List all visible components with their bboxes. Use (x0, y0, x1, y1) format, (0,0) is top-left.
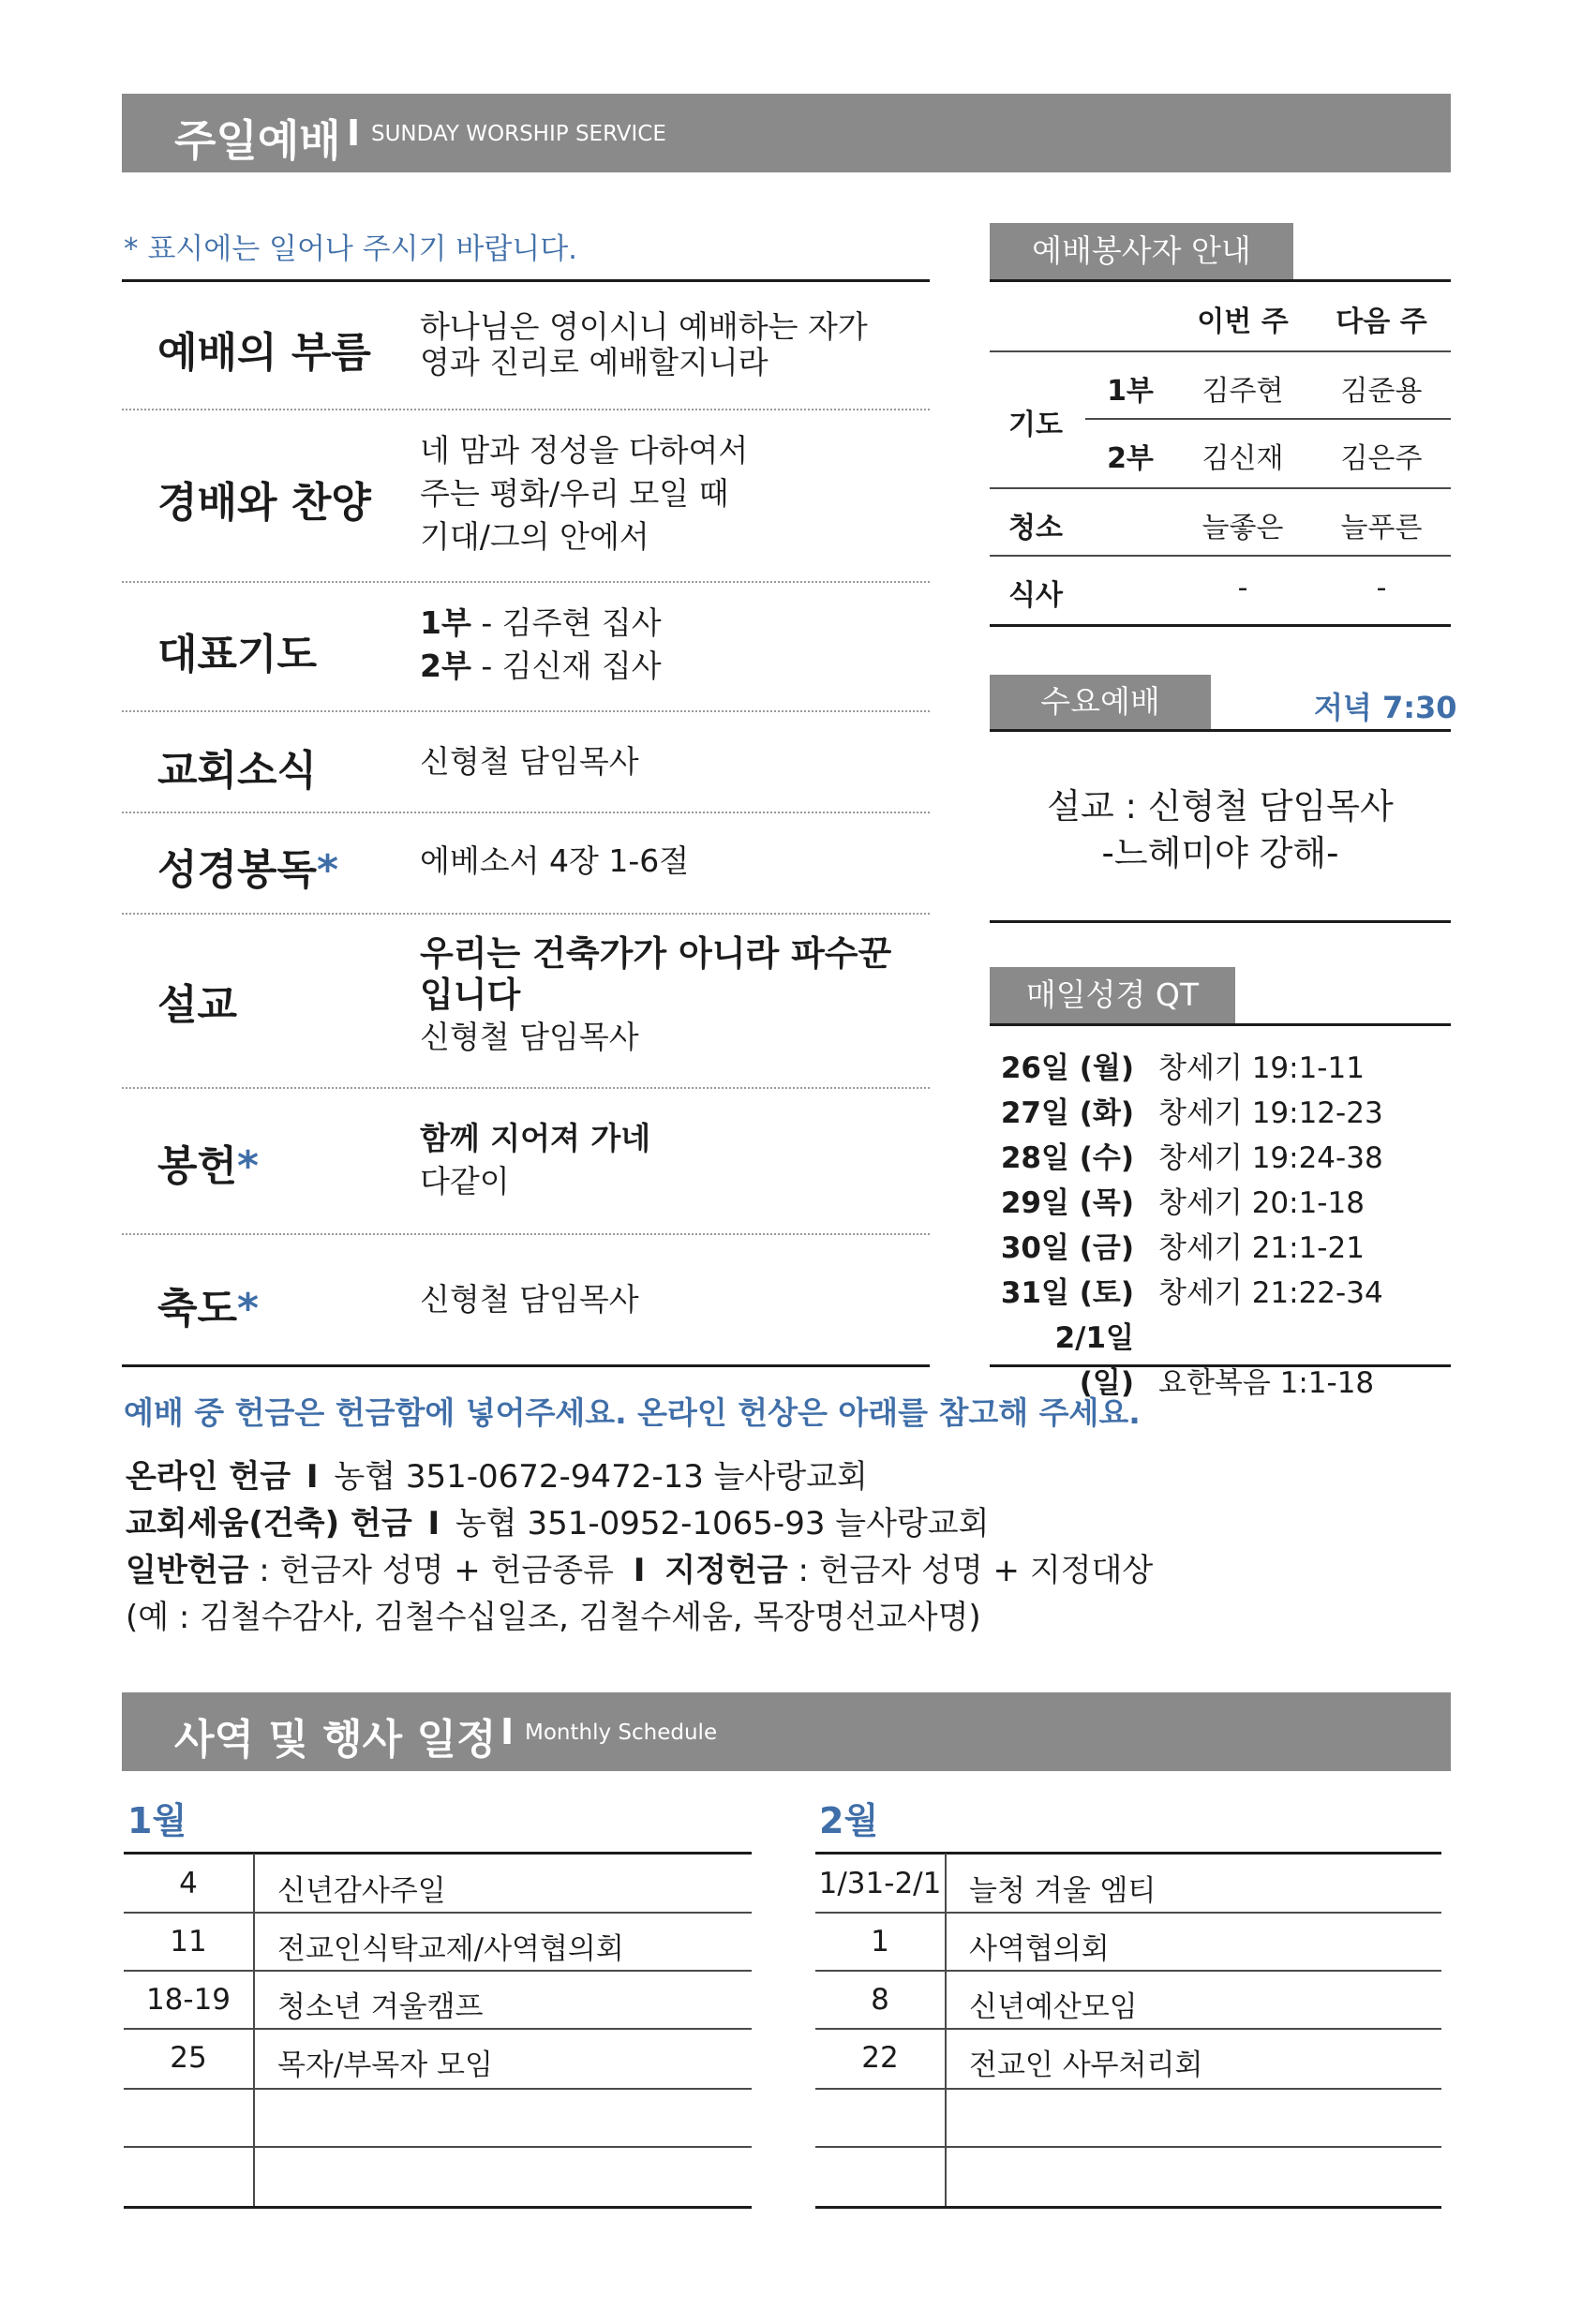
title-text: 축도 (157, 1285, 238, 1333)
desc-line: 신형철 담임목사 (420, 1019, 639, 1055)
jan-date: 18-19 (145, 1983, 231, 2017)
desc-line: 다같이 (420, 1163, 510, 1199)
building-offering-label: 교회세움(건축) 헌금 (126, 1505, 412, 1542)
servants-rule (990, 487, 1451, 489)
prayer-label: 기도 (1008, 409, 1063, 441)
stand-note: * 표시에는 일어나 주시기 바랍니다. (124, 232, 578, 266)
general-offering-label: 일반헌금 (126, 1552, 249, 1589)
feb-bottom-rule (815, 2206, 1441, 2209)
prayer-part: 1부 (420, 604, 471, 641)
worship-item-desc (420, 602, 662, 688)
schedule-header-subtitle: Monthly Schedule (525, 1721, 718, 1745)
jan-event: 목자/부목자 모임 (277, 2048, 493, 2082)
feb-title: 2월 (819, 1800, 879, 1841)
worship-item-desc (420, 740, 639, 783)
qt-top-rule (990, 1023, 1451, 1026)
worship-item-title (157, 1274, 259, 1334)
cleaning-next: 늘푸른 (1340, 512, 1423, 544)
worship-header-separator: I (347, 112, 361, 154)
prayer-next-2: 김은주 (1340, 442, 1423, 475)
qt-verse: 요한복음 1:1-18 (1158, 1366, 1375, 1400)
desc-line (420, 645, 662, 688)
worship-item-title: 교회소식 (157, 747, 318, 795)
worship-divider (122, 581, 930, 583)
feb-row-rule (815, 2146, 1441, 2148)
qt-day: 30일 (금) (1000, 1231, 1134, 1265)
worship-top-rule (122, 279, 930, 282)
desc-line: 영과 진리로 예배할지니라 (420, 344, 769, 380)
title-text: 봉헌 (157, 1142, 238, 1190)
desc-line: 에베소서 4장 1-6절 (420, 842, 690, 879)
worship-item-desc (420, 305, 868, 384)
jan-row-rule (124, 2146, 752, 2148)
desc-line: 네 맘과 정성을 다하여서 (420, 432, 749, 469)
building-offering-account: 농협 351-0952-1065-93 늘사랑교회 (455, 1505, 990, 1542)
qt-row (993, 1271, 1383, 1316)
worship-item-title (157, 1132, 259, 1192)
desc-line: 신형철 담임목사 (420, 1281, 639, 1318)
worship-divider (122, 1087, 930, 1089)
jan-column-divider (253, 1854, 255, 2206)
jan-event: 신년감사주일 (277, 1874, 446, 1908)
col-this-week: 이번 주 (1197, 305, 1289, 338)
worship-item-desc (420, 1117, 650, 1203)
prayer-name: - 김주현 집사 (470, 604, 662, 641)
jan-row-rule (124, 2088, 752, 2090)
qt-day: 26일 (월) (1000, 1051, 1134, 1085)
feb-row-rule (815, 2088, 1441, 2090)
wednesday-label: 수요예배 (990, 675, 1211, 729)
designated-offering-label: 지정헌금 (664, 1552, 788, 1589)
feb-date: 22 (861, 2041, 899, 2075)
worship-item-title: 경배와 찬양 (157, 479, 371, 527)
title-text: 성경봉독 (157, 846, 318, 894)
wednesday-series: -느헤미야 강해- (1101, 833, 1339, 873)
stand-star: * (317, 846, 339, 894)
sermon-title-line: 입니다 (420, 975, 521, 1015)
cleaning-this: 늘좋은 (1201, 512, 1284, 544)
qt-day: 2/1일 (일) (1054, 1321, 1134, 1400)
worship-item-desc (420, 1278, 639, 1321)
worship-divider (122, 1233, 930, 1235)
schedule-header-title: 사역 및 행사 일정 (174, 1716, 497, 1764)
offering-example-line: (예 : 김철수감사, 김철수십일조, 김철수세움, 목장명선교사명) (126, 1599, 981, 1636)
meal-next: - (1376, 572, 1387, 604)
sermon-title-line: 우리는 건축가가 아니라 파수꾼 (420, 933, 892, 974)
online-offering-account: 농협 351-0672-9472-13 늘사랑교회 (334, 1458, 868, 1496)
stand-star: * (237, 1285, 260, 1333)
feb-event: 신년예산모임 (969, 1990, 1138, 2024)
worship-header-bar (122, 94, 1451, 172)
servants-rule (990, 350, 1451, 352)
qt-label: 매일성경 QT (990, 967, 1235, 1023)
jan-bottom-rule (124, 2206, 752, 2209)
worship-divider (122, 913, 930, 915)
worship-header-subtitle: SUNDAY WORSHIP SERVICE (371, 122, 666, 146)
prayer-part-1: 1부 (1107, 375, 1154, 408)
prayer-part-2: 2부 (1107, 442, 1154, 475)
feb-top-rule (815, 1852, 1441, 1855)
feb-row-rule (815, 1970, 1441, 1972)
qt-verse: 창세기 21:1-21 (1158, 1231, 1365, 1265)
qt-row (993, 1046, 1365, 1091)
worship-divider (122, 409, 930, 410)
qt-verse: 창세기 19:1-11 (1158, 1051, 1365, 1085)
worship-item-desc (420, 933, 891, 1059)
schedule-header-separator: I (500, 1711, 515, 1752)
worship-divider (122, 710, 930, 712)
qt-verse: 창세기 21:22-34 (1158, 1276, 1383, 1310)
building-offering-line (126, 1501, 990, 1546)
jan-date: 11 (170, 1925, 207, 1959)
servants-top-rule (990, 279, 1451, 282)
jan-top-rule (124, 1852, 752, 1855)
qt-verse: 창세기 19:12-23 (1158, 1096, 1383, 1130)
servants-inner-rule (1085, 418, 1451, 420)
qt-day: 31일 (토) (1000, 1276, 1134, 1310)
jan-row-rule (124, 2028, 752, 2030)
qt-verse: 창세기 20:1-18 (1158, 1186, 1365, 1220)
feb-date: 1 (871, 1925, 889, 1959)
separator: I (633, 1552, 646, 1589)
offering-format-line (126, 1548, 1153, 1593)
jan-event: 청소년 겨울캠프 (277, 1990, 484, 2024)
desc-line: 신형철 담임목사 (420, 743, 639, 780)
separator: I (427, 1505, 440, 1542)
wednesday-bottom-rule (990, 920, 1451, 923)
jan-row-rule (124, 1970, 752, 1972)
schedule-header-bar (122, 1692, 1451, 1771)
wednesday-sermon: 설교 : 신형철 담임목사 (1047, 786, 1394, 827)
worship-item-title (157, 836, 338, 896)
desc-line: 하나님은 영이시니 예배하는 자가 (420, 308, 868, 345)
servants-rule (990, 555, 1451, 557)
online-offering-line (126, 1454, 868, 1499)
feb-column-divider (945, 1854, 947, 2206)
jan-event: 전교인식탁교제/사역협의회 (277, 1932, 624, 1966)
jan-title: 1월 (127, 1800, 187, 1841)
feb-event: 사역협의회 (969, 1932, 1110, 1966)
wednesday-top-rule (990, 729, 1451, 732)
desc-line-bold: 함께 지어져 가네 (420, 1120, 651, 1156)
col-next-week: 다음 주 (1336, 305, 1427, 338)
feb-date: 8 (871, 1983, 889, 2017)
prayer-this-1: 김주현 (1201, 375, 1284, 408)
worship-bottom-rule (122, 1364, 930, 1367)
stand-star: * (237, 1142, 260, 1190)
meal-this: - (1237, 572, 1248, 604)
desc-line: 주는 평화/우리 모일 때 (420, 475, 729, 512)
worship-item-desc (420, 429, 748, 559)
qt-row (993, 1316, 1375, 1400)
worship-item-title: 대표기도 (157, 631, 318, 678)
desc-line: 기대/그의 안에서 (420, 518, 649, 555)
worship-divider (122, 812, 930, 813)
jan-row-rule (124, 1912, 752, 1914)
wednesday-time: 저녁 7:30 (1314, 690, 1457, 725)
qt-row (993, 1226, 1365, 1271)
worship-item-title: 예배의 부름 (157, 329, 371, 377)
prayer-this-2: 김신재 (1201, 442, 1284, 475)
worship-item-title: 설교 (157, 981, 238, 1029)
qt-row (993, 1181, 1365, 1226)
servants-bottom-rule (990, 624, 1451, 627)
servants-label: 예배봉사자 안내 (990, 223, 1293, 279)
general-offering-desc: : 헌금자 성명 + 헌금종류 (248, 1552, 614, 1589)
prayer-name: - 김신재 집사 (470, 648, 662, 684)
qt-day: 27일 (화) (1000, 1096, 1134, 1130)
qt-row (993, 1136, 1383, 1181)
qt-day: 28일 (수) (1000, 1141, 1134, 1175)
feb-row-rule (815, 1912, 1441, 1914)
meal-label: 식사 (1008, 579, 1063, 612)
feb-row-rule (815, 2028, 1441, 2030)
cleaning-label: 청소 (1008, 512, 1063, 544)
offering-notice: 예배 중 헌금은 헌금함에 넣어주세요. 온라인 헌상은 아래를 참고해 주세요. (124, 1394, 1141, 1431)
feb-event: 늘청 겨울 엠티 (969, 1874, 1157, 1908)
desc-line (420, 602, 662, 645)
feb-event: 전교인 사무처리회 (969, 2048, 1203, 2082)
worship-item-desc (420, 840, 689, 883)
separator: I (306, 1458, 319, 1496)
qt-row (993, 1091, 1383, 1136)
jan-date: 25 (170, 2041, 207, 2075)
feb-date: 1/31-2/1 (818, 1867, 942, 1900)
qt-bottom-rule (990, 1364, 1451, 1367)
jan-date: 4 (179, 1867, 198, 1900)
designated-offering-desc: : 헌금자 성명 + 지정대상 (787, 1552, 1154, 1589)
qt-day: 29일 (목) (1000, 1186, 1134, 1220)
worship-header-title: 주일예배 (174, 115, 341, 166)
prayer-next-1: 김준용 (1340, 375, 1423, 408)
online-offering-label: 온라인 헌금 (126, 1458, 291, 1496)
prayer-part: 2부 (420, 648, 471, 684)
qt-verse: 창세기 19:24-38 (1158, 1141, 1383, 1175)
